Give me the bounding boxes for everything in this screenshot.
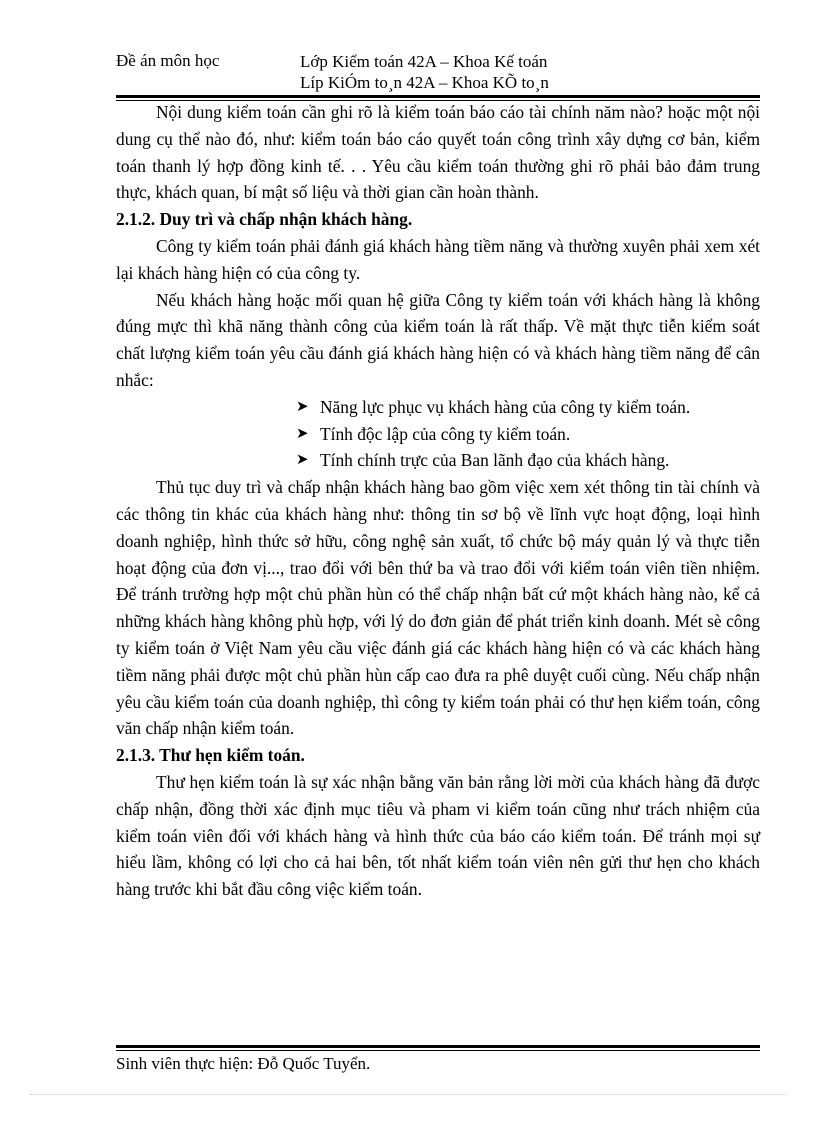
paragraph-engagement-letter: Thư hẹn kiểm toán là sự xác nhận bằng văn bản rằng lời mời của khách hàng đã được chấp nhận, đồng thời xác định mục tiêu và pham vi kiểm toán cũng như trách nhiệm của kiểm toán viên đối với khách hàng và hình thức của báo cáo kiểm toán. Để tránh mọi sự hiểu lầm, không có lợi cho cả hai bên, tốt nhất kiểm toán viên nên gửi thư hẹn cho khách hàng trước khi bắt đầu công việc kiểm toán. (116, 771, 760, 900)
document-body (116, 99, 760, 903)
header-left: Đề án môn học (116, 51, 220, 70)
arrow-bullet-icon: ➤ (296, 425, 309, 442)
list-item (296, 447, 760, 474)
header-course-line-legacy-encoding: Líp KiÓm to¸n 42A – Khoa KÕ to¸n (300, 73, 549, 92)
header-course-line: Lớp Kiểm toán 42A – Khoa Kế toán (300, 52, 548, 71)
paragraph-evaluate-clients: Công ty kiểm toán phải đánh giá khách hàng tiềm năng và thường xuyên phải xem xét lại khách hàng hiện có của công ty. (116, 235, 760, 283)
list-item-text: Năng lực phục vụ khách hàng của công ty kiểm toán. (320, 396, 691, 417)
list-item (296, 421, 760, 448)
consideration-list (116, 394, 760, 474)
footer-rule (116, 1045, 760, 1048)
arrow-bullet-icon: ➤ (296, 398, 309, 415)
arrow-bullet-icon: ➤ (296, 452, 309, 469)
paragraph-audit-content: Nội dung kiểm toán cần ghi rõ là kiểm toán báo cáo tài chính năm nào? hoặc một nội dung cụ thể nào đó, như: kiểm toán báo cáo quyết toán công trình xây dựng cơ bản, kiểm toán thanh lý hợp đồng kinh tế. . . Yêu cầu kiểm toán thường ghi rõ phải bảo đảm trung thực, khách quan, bí mật số liệu và thời gian cần hoàn thành. (116, 102, 760, 203)
section-heading-2-1-3: 2.1.3. Thư hẹn kiểm toán. (116, 745, 305, 766)
section-heading-2-1-2: 2.1.2. Duy trì và chấp nhận khách hàng. (116, 209, 413, 230)
footer-author: Sinh viên thực hiện: Đỗ Quốc Tuyển. (116, 1054, 371, 1073)
list-item-text: Tính độc lập của công ty kiểm toán. (320, 423, 571, 444)
list-item-text: Tính chính trực của Ban lãnh đạo của khách hàng. (320, 450, 670, 471)
paragraph-client-relationship: Nếu khách hàng hoặc mối quan hệ giữa Công ty kiểm toán với khách hàng là không đúng mực thì khã năng thành công của kiểm toán là rất thấp. Về mặt thực tiễn kiểm soát chất lượng kiểm toán yêu cầu đánh giá khách hàng hiện có và khách hàng tiềm năng để cân nhắc: (116, 289, 760, 390)
list-item (296, 394, 760, 421)
page-bottom-dotted-divider (30, 1094, 786, 1095)
header-rule (116, 95, 760, 98)
footer-rule-thin (116, 1050, 760, 1051)
paragraph-acceptance-procedure: Thủ tục duy trì và chấp nhận khách hàng bao gồm việc xem xét thông tin tài chính và các thông tin khác của khách hàng như: thông tin sơ bộ về lĩnh vực hoạt động, loại hình doanh nghiệp, hình thức sở hữu, công nghệ sản xuất, tổ chức bộ máy quản lý và thực tiễn hoạt động của đơn vị..., trao đổi với bên thứ ba và trao đổi với kiểm toán viên tiền nhiệm. Để tránh trường hợp một chủ phần hùn có thể chấp nhận bất cứ một khách hàng nào, kể cả những khách hàng không phù hợp, với lý do đơn giản để phát triển kinh doanh. Mét sè công ty kiểm toán ở Việt Nam yêu cầu việc đánh giá các khách hàng hiện có và các khách hàng tiềm năng phải được một chủ phần hùn cấp cao đưa ra phê duyệt cuối cùng. Nếu chấp nhận yêu cầu kiểm toán của doanh nghiệp, thì công ty kiểm toán phải có thư hẹn kiểm toán, công văn chấp nhận kiểm toán. (116, 477, 760, 739)
header-right (300, 51, 549, 93)
